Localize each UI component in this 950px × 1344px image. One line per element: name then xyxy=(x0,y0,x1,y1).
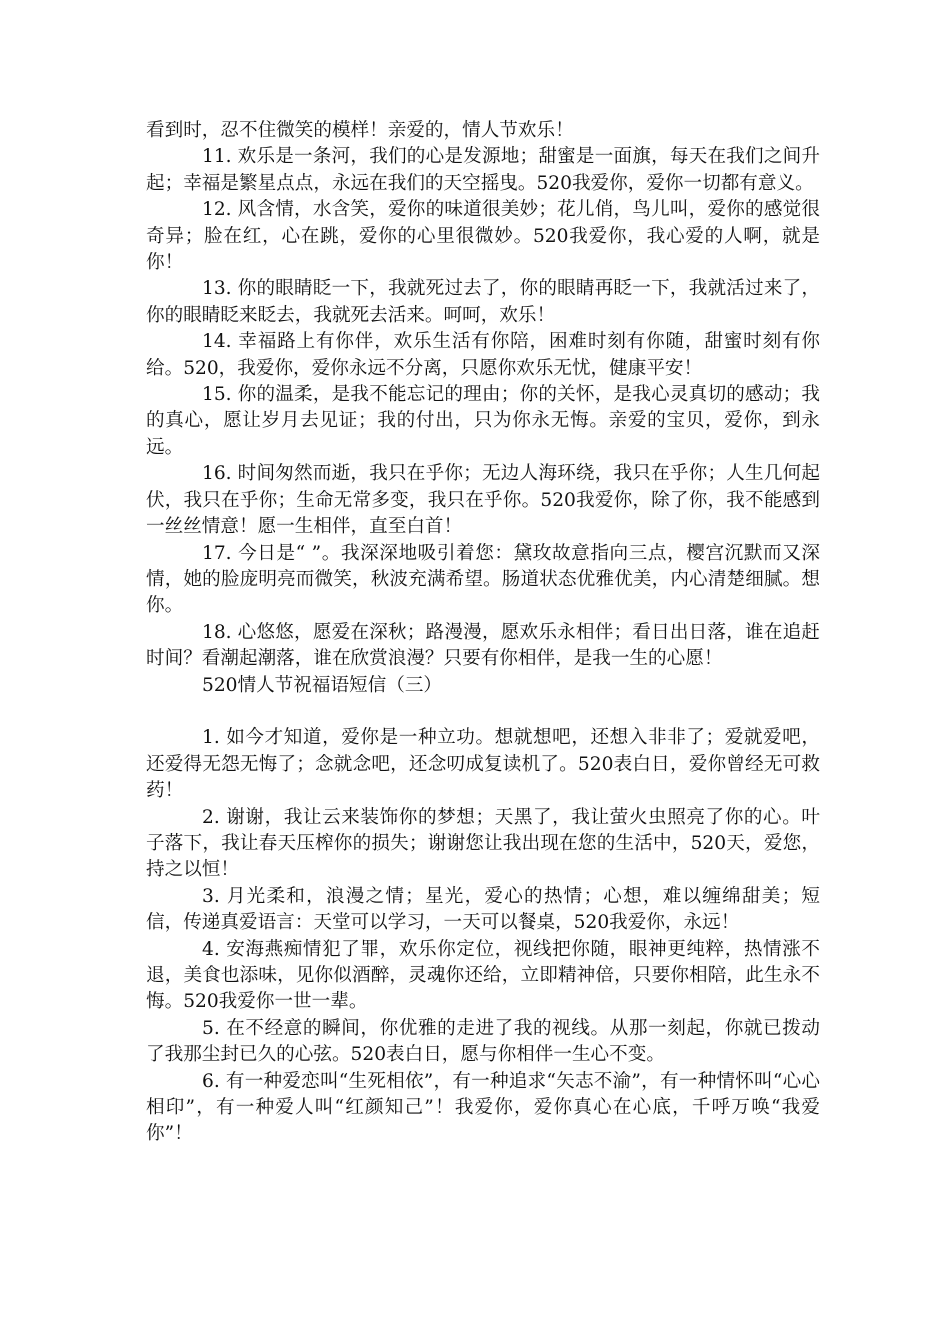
list-item: 5. 在不经意的瞬间，你优雅的走进了我的视线。从那一刻起，你就已拨动了我那尘封已久的心弦。520表白日，愿与你相伴一生心不变。 xyxy=(146,1017,820,1066)
list-item: 3. 月光柔和，浪漫之情；星光，爱心的热情；心想，难以缠绵甜美；短信，传递真爱语言：天堂可以学习，一天可以餐桌，520我爱你，永远！ xyxy=(146,885,820,934)
list-item: 12. 风含情，水含笑，爱你的味道很美妙；花儿俏，鸟儿叫，爱你的感觉很奇异；脸在红，心在跳，爱你的心里很微妙。520我爱你，我心爱的人啊，就是你！ xyxy=(146,199,820,274)
list-item: 14. 幸福路上有你伴，欢乐生活有你陪，困难时刻有你随，甜蜜时刻有你给。520，我爱你，爱你永远不分离，只愿你欢乐无忧，健康平安！ xyxy=(146,331,820,379)
list-item: 17. 今日是“ ”。我深深地吸引着您：黛玫故意指向三点，樱宫沉默而又深情，她的脸庞明亮而微笑，秋波充满希望。肠道状态优雅优美，内心清楚细腻。想你。 xyxy=(146,542,820,617)
section-2-list xyxy=(146,144,820,672)
list-item: 11. 欢乐是一条河，我们的心是发源地；甜蜜是一面旗，每天在我们之间升起；幸福是繁星点点，永远在我们的天空摇曳。520我爱你，爱你一切都有意义。 xyxy=(146,146,820,194)
continuation-paragraph: 看到时，忍不住微笑的模样！亲爱的，情人节欢乐！ xyxy=(146,120,574,141)
list-item: 13. 你的眼睛眨一下，我就死过去了，你的眼睛再眨一下，我就活过来了，你的眼睛眨来眨去，我就死去活来。呵呵，欢乐！ xyxy=(146,278,820,326)
list-item: 4. 安海燕痴情犯了罪，欢乐你定位，视线把你随，眼神更纯粹，热情涨不退，美食也添味，见你似酒醉，灵魂你还给，立即精神倍，只要你相陪，此生永不悔。520我爱你一世一辈。 xyxy=(146,938,820,1013)
list-item: 2. 谢谢，我让云来装饰你的梦想；天黑了，我让萤火虫照亮了你的心。叶子落下，我让春天压榨你的损失；谢谢您让我出现在您的生活中，520天，爱您，持之以恒！ xyxy=(146,806,820,881)
list-item: 1. 如今才知道，爱你是一种立功。想就想吧，还想入非非了；爱就爱吧，还爱得无怨无悔了；念就念吧，还念叨成复读机了。520表白日，爱你曾经无可救药！ xyxy=(146,727,820,802)
list-item: 18. 心悠悠，愿爱在深秋；路漫漫，愿欢乐永相伴；看日出日落，谁在追赶时间？看潮起潮落，谁在欣赏浪漫？只要有你相伴，是我一生的心愿！ xyxy=(146,621,820,670)
section-3-list xyxy=(146,725,820,1148)
section-3-heading: 520情人节祝福语短信（三） xyxy=(202,674,443,696)
list-item: 6. 有一种爱恋叫“生死相依”，有一种追求“矢志不渝”，有一种情怀叫“心心相印”，有一种爱人叫“红颜知己”！我爱你，爱你真心在心底，千呼万唤“我爱你”！ xyxy=(146,1070,820,1145)
list-item: 16. 时间匆然而逝，我只在乎你；无边人海环绕，我只在乎你；人生几何起伏，我只在乎你；生命无常多变，我只在乎你。520我爱你，除了你，我不能感到一丝丝情意！愿一生相伴，直至白首！ xyxy=(146,463,820,538)
list-item: 15. 你的温柔，是我不能忘记的理由；你的关怀，是我心灵真切的感动；我的真心，愿让岁月去见证；我的付出，只为你永无悔。亲爱的宝贝，爱你，到永远。 xyxy=(146,384,820,458)
document-page xyxy=(146,118,820,1148)
